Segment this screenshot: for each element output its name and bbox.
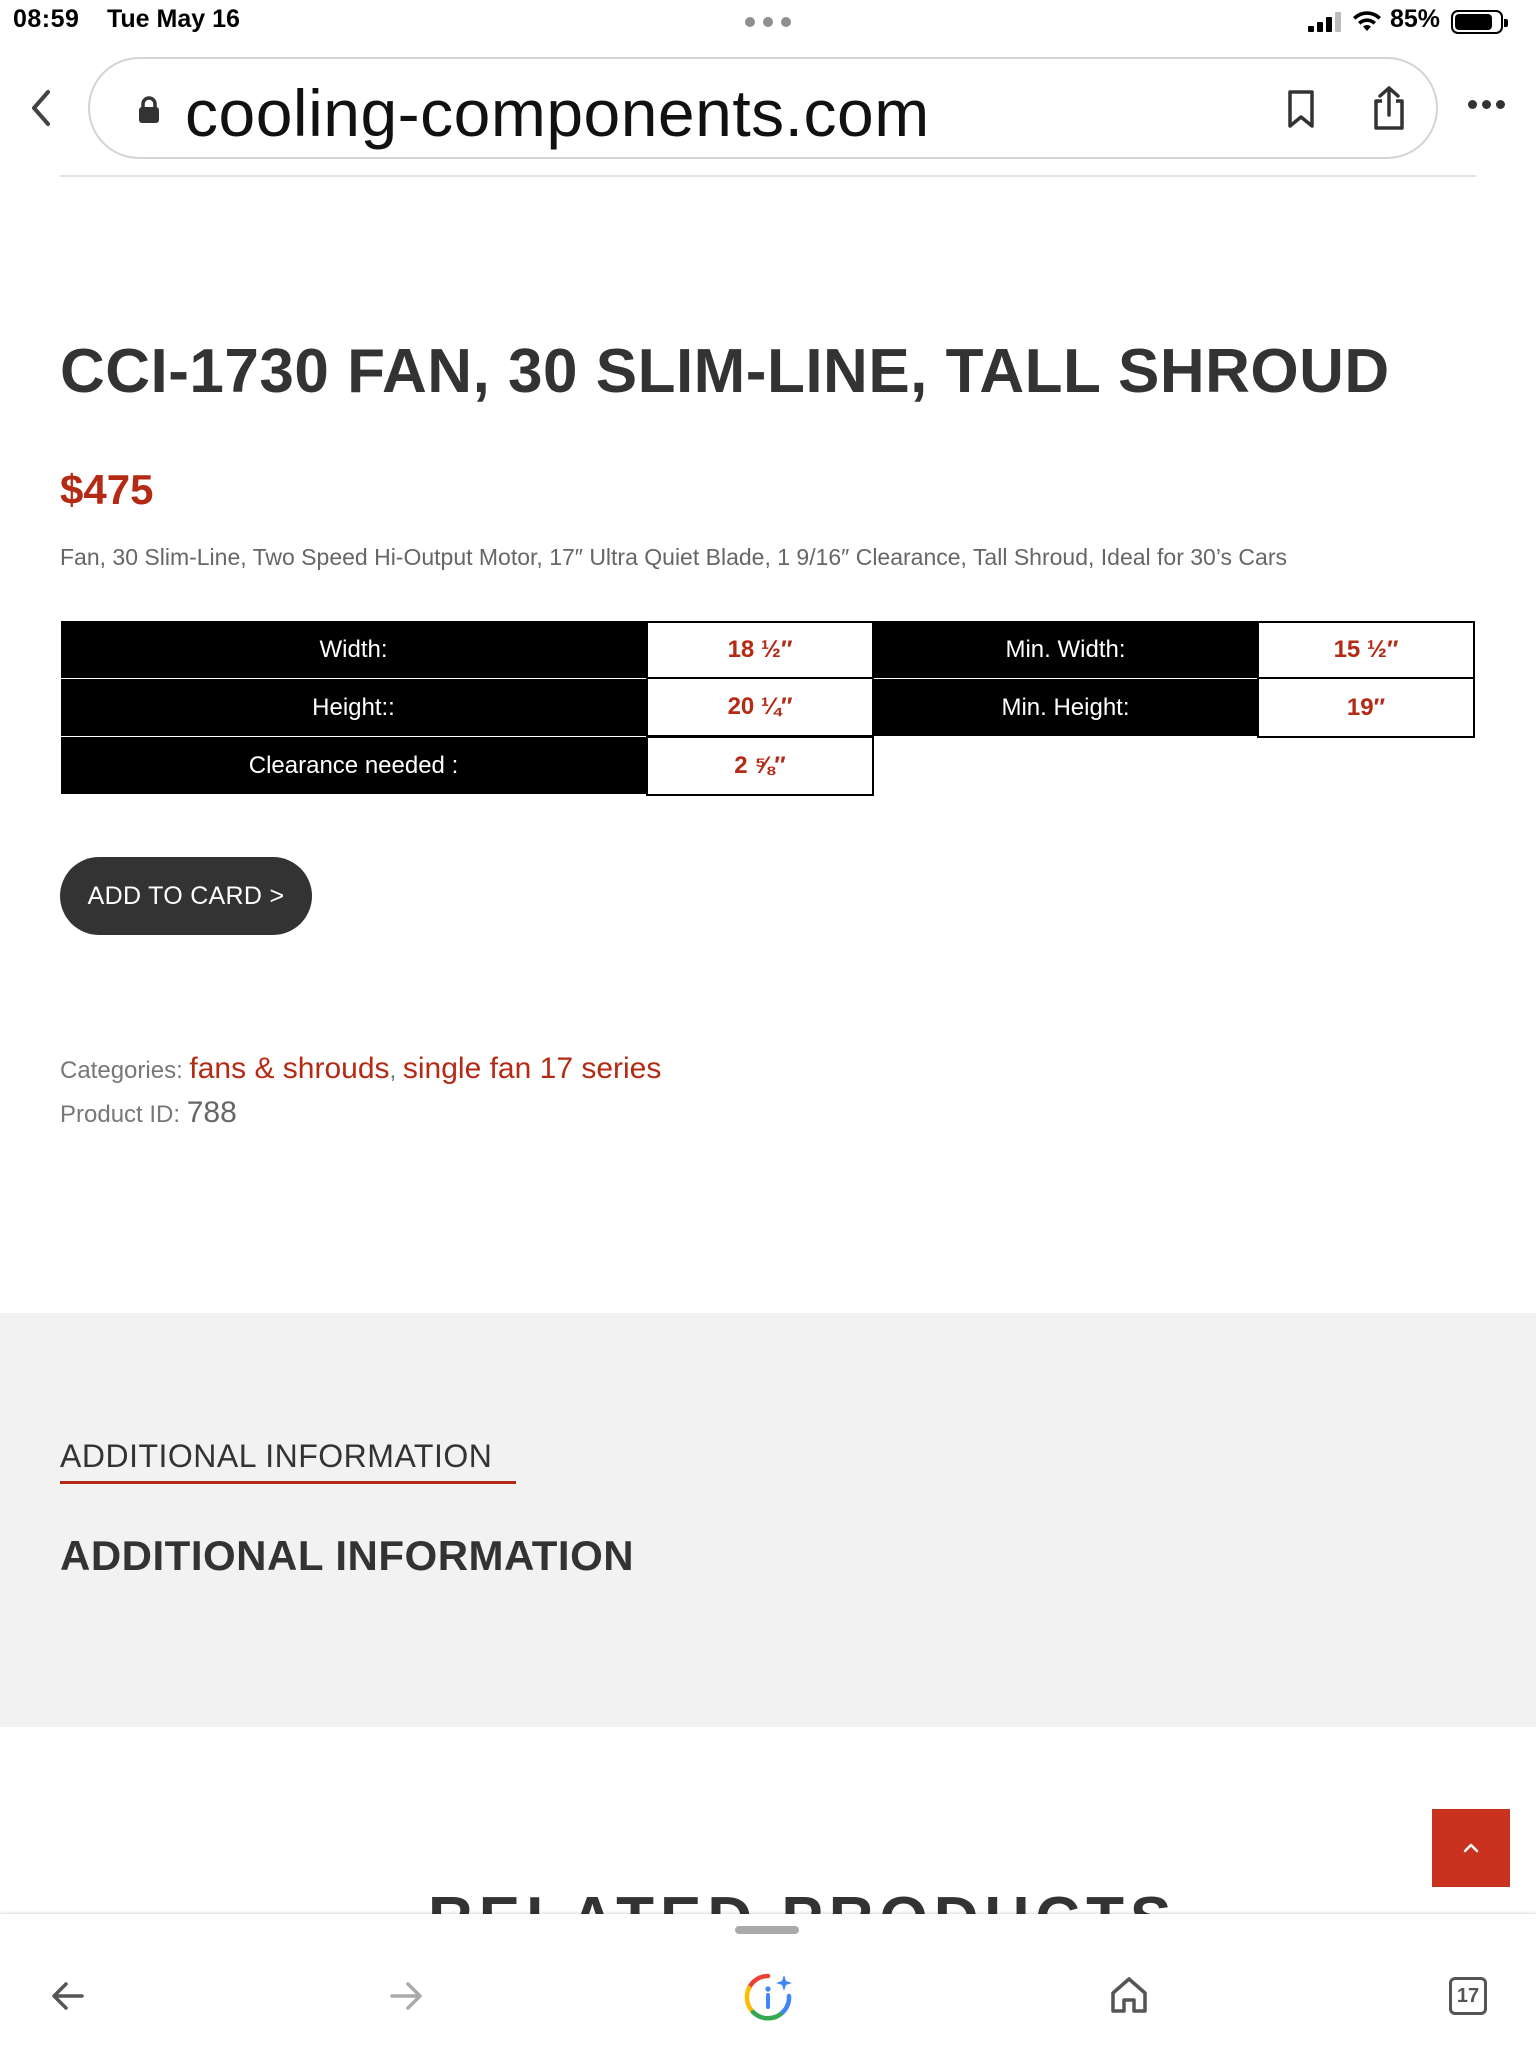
- categories-label: Categories:: [60, 1057, 183, 1084]
- multitasking-dots-icon[interactable]: [745, 17, 791, 29]
- spec-height-value: 20 ¼″: [646, 677, 874, 737]
- product-price: $475: [60, 466, 154, 513]
- status-indicators: [1308, 4, 1528, 36]
- tab-additional-information[interactable]: ADDITIONAL INFORMATION: [60, 1438, 493, 1474]
- spec-min-height-label: Min. Height:: [873, 679, 1258, 736]
- category-separator: ,: [389, 1057, 397, 1084]
- product-id-value: 788: [186, 1096, 237, 1129]
- additional-information-heading: ADDITIONAL INFORMATION: [60, 1532, 635, 1579]
- spec-clearance-value: 2 ⅝″: [646, 736, 874, 796]
- more-options-icon[interactable]: [1468, 100, 1506, 112]
- related-products-heading-container: [0, 1900, 1536, 1914]
- spec-height-label: Height::: [61, 679, 646, 736]
- product-id: [60, 1096, 237, 1130]
- categories: [60, 1052, 661, 1086]
- status-bar: [0, 0, 1536, 40]
- chevron-up-icon: [1461, 1841, 1481, 1855]
- spec-clearance-label: Clearance needed :: [61, 737, 646, 794]
- add-to-cart-button[interactable]: ADD TO CARD >: [60, 857, 312, 935]
- divider: [60, 175, 1476, 177]
- forward-arrow-icon[interactable]: [386, 1976, 426, 2016]
- url-text[interactable]: cooling-components.com: [185, 76, 930, 150]
- back-chevron-icon[interactable]: [26, 88, 56, 128]
- cellular-signal-icon: [1308, 12, 1342, 32]
- product-id-label: Product ID:: [60, 1101, 181, 1128]
- additional-information-section: [0, 1313, 1536, 1727]
- google-lens-icon[interactable]: [743, 1972, 793, 2022]
- spec-width-label: Width:: [61, 621, 646, 678]
- bottom-toolbar: [0, 1914, 1536, 2048]
- tab-switcher-button[interactable]: [1449, 1977, 1487, 2015]
- status-time: 08:59: [13, 5, 80, 33]
- bookmark-icon[interactable]: [1285, 89, 1317, 129]
- tab-count: 17: [1456, 1984, 1480, 2007]
- drag-handle[interactable]: [735, 1926, 799, 1934]
- back-arrow-icon[interactable]: [48, 1976, 88, 2016]
- scroll-to-top-button[interactable]: [1432, 1809, 1510, 1887]
- wifi-icon: [1352, 11, 1382, 33]
- address-bar[interactable]: [88, 57, 1438, 159]
- home-icon[interactable]: [1108, 1974, 1150, 2016]
- spec-width-value: 18 ½″: [646, 621, 874, 679]
- status-date: Tue May 16: [107, 5, 240, 33]
- share-icon[interactable]: [1371, 85, 1407, 131]
- category-link-fans-shrouds[interactable]: fans & shrouds: [189, 1052, 390, 1085]
- active-tab-underline: [60, 1481, 516, 1484]
- product-title: CCI-1730 FAN, 30 SLIM-LINE, TALL SHROUD: [60, 337, 1390, 406]
- battery-percent: 85%: [1390, 5, 1441, 33]
- battery-icon: [1451, 10, 1503, 34]
- spec-min-width-label: Min. Width:: [873, 621, 1258, 678]
- lock-icon: [137, 95, 161, 125]
- spec-min-width-value: 15 ½″: [1257, 621, 1475, 679]
- spec-min-height-value: 19″: [1257, 677, 1475, 738]
- product-description: Fan, 30 Slim-Line, Two Speed Hi-Output Motor, 17″ Ultra Quiet Blade, 1 9/16″ Clearance, Tall Shroud, Ideal for 30’s Cars: [60, 544, 1287, 570]
- category-link-single-fan-17[interactable]: single fan 17 series: [402, 1052, 662, 1085]
